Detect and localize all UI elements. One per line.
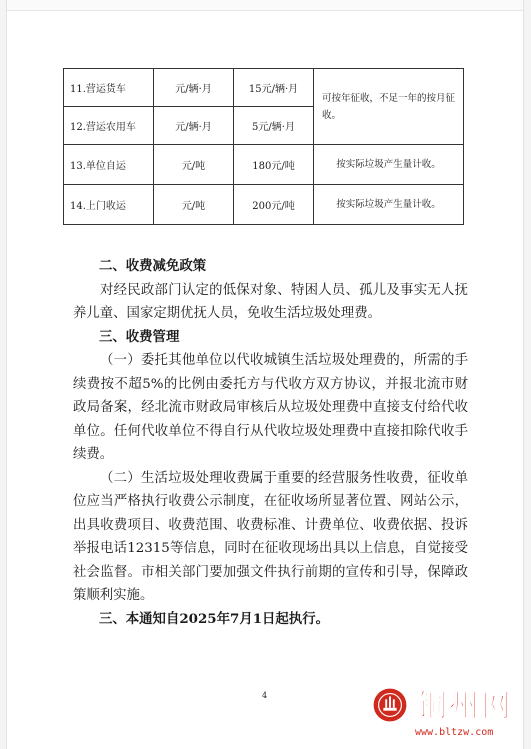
table-cell-unit: 元/吨: [154, 145, 234, 185]
table-cell-price: 200元/吨: [234, 185, 314, 225]
table-cell-item: 14.上门收运: [64, 185, 154, 225]
emblem-icon: [371, 686, 409, 724]
scan-edge-top: [0, 0, 531, 11]
table-row: [64, 185, 464, 225]
section-heading: 二、收费减免政策: [99, 258, 207, 274]
scan-edge-left: [0, 0, 7, 749]
watermark-logo: [355, 677, 525, 745]
table-cell-price: 15元/辆·月: [234, 69, 314, 107]
table-cell-unit: 元/辆·月: [154, 107, 234, 145]
table-cell-note: 按实际垃圾产生量计收。: [314, 145, 464, 185]
table-cell-item: 12.营运农用车: [64, 107, 154, 145]
table-cell-unit: 元/吨: [154, 185, 234, 225]
page-number: 4: [262, 691, 268, 700]
table-cell-item: 11.营运货车: [64, 69, 154, 107]
table-cell-note: 可按年征收，不足一年的按月征收。: [314, 69, 464, 145]
table-row: [64, 69, 464, 107]
table-cell-item: 13.单位自运: [64, 145, 154, 185]
scan-edge-right: [523, 0, 531, 749]
table-row: [64, 145, 464, 185]
document-body: [73, 255, 468, 631]
section-heading: 三、收费管理: [99, 328, 180, 345]
watermark-url: www.bltzw.com: [415, 727, 494, 738]
table-cell-price: 5元/辆·月: [234, 107, 314, 145]
paragraph: （二）生活垃圾处理收费属于重要的经营服务性收费，征收单位应当严格执行收费公示制度，在征收场所显著位置、网站公示，出具收费项目、收费范围、收费标准、计费单位、收费依据、投诉举报电话12315等信息，同时在征收现场出具以上信息，自觉接受社会监督。市相关部门要加强文件执行前期的宣传和引导，保障政策顺利实施。: [73, 470, 468, 603]
paragraph: 对经民政部门认定的低保对象、特困人员、孤儿及事实无人抚养儿童、国家定期优抚人员，免收生活垃圾处理费。: [73, 282, 468, 321]
table-cell-note: 按实际垃圾产生量计收。: [314, 185, 464, 225]
watermark-name: 铜州网: [417, 689, 513, 724]
effective-date-statement: 三、本通知自2025年7月1日起执行。: [99, 610, 329, 627]
table-cell-unit: 元/辆·月: [154, 69, 234, 107]
table-cell-price: 180元/吨: [234, 145, 314, 185]
fee-table: [63, 68, 464, 225]
paragraph: （一）委托其他单位以代收城镇生活垃圾处理费的，所需的手续费按不超5%的比例由委托方与代收方双方协议，并报北流市财政局备案，经北流市财政局审核后从垃圾处理费中直接支付给代收单位。任何代收单位不得自行从代收垃圾处理费中直接扣除代收手续费。: [73, 353, 468, 462]
